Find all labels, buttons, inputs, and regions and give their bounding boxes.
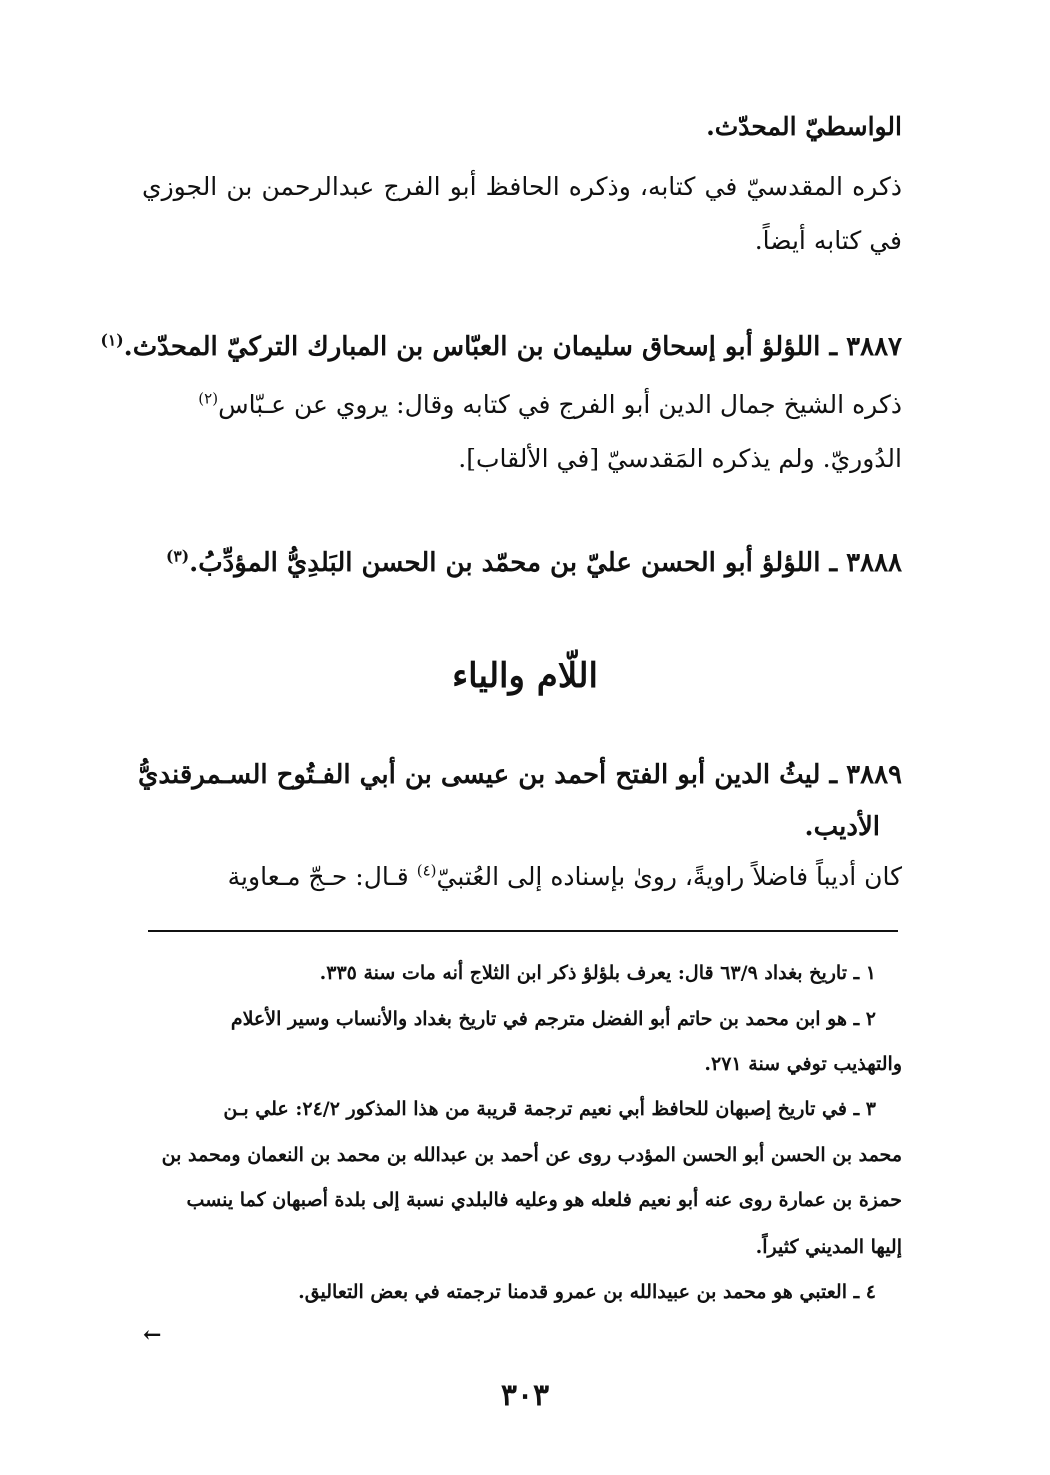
footnote-3-cont: حمزة بن عمارة روى عنه أبو نعيم فلعله هو وعليه فالبلدي نسبة إلى بلدة أصبهان كما ينسب — [186, 1189, 902, 1211]
footnote-3: ٣ ـ في تاريخ إصبهان للحافظ أبي نعيم ترجمة قريبة من هذا المذكور ٢٤/٢: علي بـن — [223, 1098, 876, 1120]
footnote-2-cont: والتهذيب توفي سنة ٢٧١. — [704, 1053, 902, 1075]
continuation-arrow-icon: ← — [143, 1322, 162, 1348]
entry-3887-body — [142, 390, 902, 419]
body-line: في كتابه أيضاً. — [754, 226, 902, 255]
body-text: ذكره الشيخ جمال الدين أبو الفرج في كتابه وقال: يروي عن عـبّاس — [218, 390, 902, 419]
entry-3888-title — [142, 548, 902, 578]
footnote-1: ١ ـ تاريخ بغداد ٦٣/٩ قال: يعرف بلؤلؤ ذكر ابن الثلاج أنه مات سنة ٣٣٥. — [319, 962, 876, 984]
footnote-ref: (٣) — [165, 546, 190, 566]
body-line: ذكره المقدسيّ في كتابه، وذكره الحافظ أبو الفرج عبدالرحمن بن الجوزي — [142, 172, 902, 201]
footnote-ref: (٤) — [416, 861, 437, 880]
continued-heading-line: الواسطيّ المحدّث. — [706, 112, 902, 141]
entry-title-text: ٣٨٨٨ ـ اللؤلؤ أبو الحسن عليّ بن محمّد بن الحسن البَلدِيُّ المؤدِّبُ. — [189, 548, 902, 578]
entry-3889-body — [142, 862, 902, 891]
footnote-ref: (٢) — [198, 389, 219, 408]
footnote-2: ٢ ـ هو ابن محمد بن حاتم أبو الفضل مترجم في تاريخ بغداد والأنساب وسير الأعلام — [230, 1008, 876, 1030]
entry-3889-title: ٣٨٨٩ ـ ليثُ الدين أبو الفتح أحمد بن عيسى بن أبي الفـتُوح السـمرقنديُّ — [137, 760, 902, 790]
footnote-3-cont: محمد بن الحسن أبو الحسن المؤدب روى عن أحمد بن عبدالله بن محمد بن النعمان ومحمد بن — [161, 1144, 902, 1166]
page-number: ٣٠٣ — [500, 1378, 550, 1413]
entry-3889-title: الأديب. — [804, 812, 880, 842]
body-text: قـال: حـجّ مـعاوية — [227, 862, 417, 891]
entry-3887-title — [100, 330, 902, 362]
footnote-ref: (١) — [100, 330, 124, 350]
entry-3887-body: الدُوريّ. ولم يذكره المَقدسيّ [في الألقاب]. — [458, 444, 902, 473]
footnote-4: ٤ ـ العتبي هو محمد بن عبيدالله بن عمرو قدمنا ترجمته في بعض التعاليق. — [298, 1281, 876, 1303]
footnote-3-cont: إليها المديني كثيراً. — [755, 1236, 902, 1258]
entry-title-text: ٣٨٨٧ ـ اللؤلؤ أبو إسحاق سليمان بن العبّاس بن المبارك التركيّ المحدّث. — [123, 332, 902, 362]
body-text: كان أديباً فاضلاً راويةً، روىٰ بإسناده إلى العُتبيّ — [436, 862, 902, 891]
footnote-divider — [148, 930, 898, 932]
section-heading: اللّام والياء — [452, 656, 598, 696]
